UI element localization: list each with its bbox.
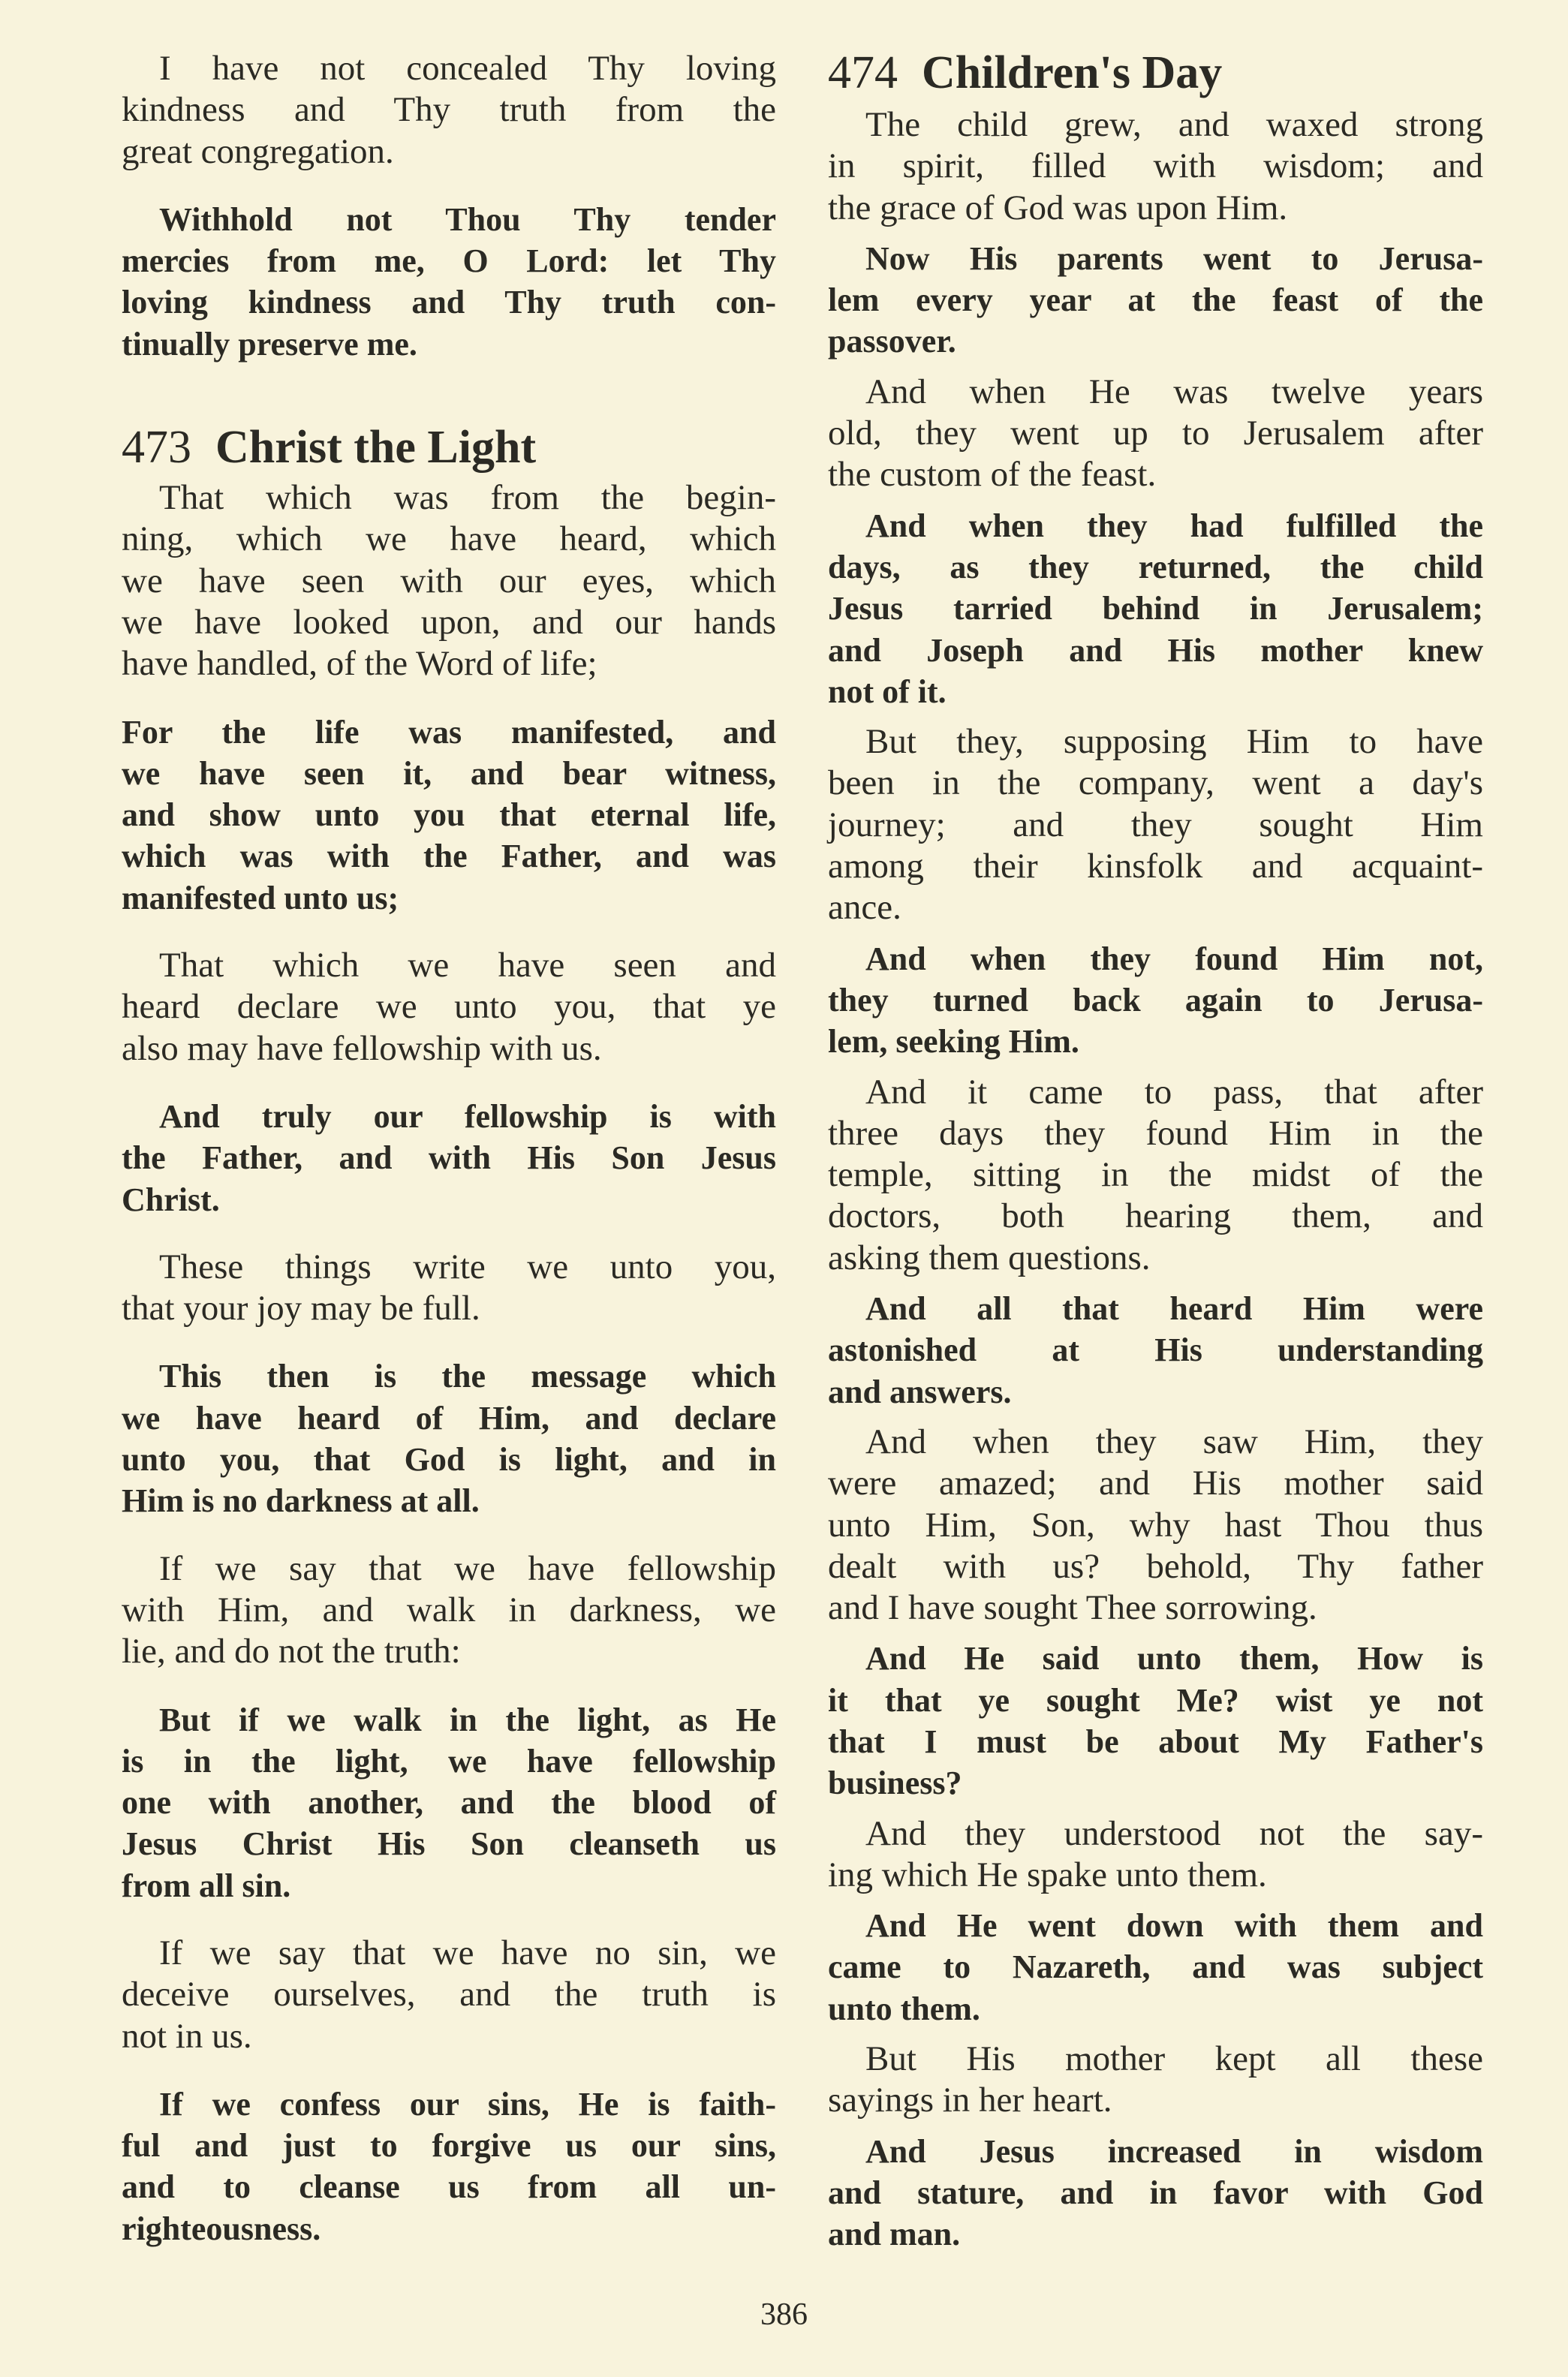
text-line: with Him, and walk in darkness, we: [122, 1590, 776, 1629]
text-line: is in the light, we have fellowship: [122, 1742, 776, 1780]
text-line: that your joy may be full.: [122, 1289, 480, 1328]
text-line: and answers.: [828, 1373, 1012, 1410]
text-line: And it came to pass, that after: [865, 1072, 1483, 1112]
text-line: which was with the Father, and was: [122, 838, 776, 875]
page-number: 386: [760, 2297, 808, 2332]
section-heading: [828, 47, 1483, 99]
reading-paragraph: [122, 945, 776, 1070]
text-line: not of it.: [828, 672, 947, 710]
text-line: ning, which we have heard, which: [122, 519, 776, 559]
text-line: Now His parents went to Jerusa-: [865, 239, 1483, 277]
text-line: And when He was twelve years: [865, 372, 1483, 411]
text-line: the grace of God was upon Him.: [828, 188, 1288, 227]
text-line: the Father, and with His Son Jesus: [122, 1139, 776, 1177]
text-line: unto Him, Son, why hast Thou thus: [828, 1505, 1483, 1545]
text-line: great congregation.: [122, 131, 394, 171]
text-line: they turned back again to Jerusa-: [828, 981, 1483, 1018]
text-line: loving kindness and Thy truth con-: [122, 284, 776, 321]
response-paragraph: [828, 938, 1483, 1063]
text-line: three days they found Him in the: [828, 1113, 1483, 1153]
text-line: that I must be about My Father's: [828, 1723, 1483, 1760]
text-line: And when they had fulfilled the: [865, 507, 1483, 544]
text-line: lem every year at the feast of the: [828, 281, 1483, 319]
reading-paragraph: [828, 1422, 1483, 1629]
text-line: sayings in her heart.: [828, 2081, 1112, 2120]
text-line: Jesus Christ His Son cleanseth us: [122, 1825, 776, 1863]
response-paragraph: [828, 1288, 1483, 1413]
text-line: in spirit, filled with wisdom; and: [828, 146, 1483, 186]
reading-paragraph: [828, 1813, 1483, 1897]
text-line: That which was from the begin-: [159, 478, 776, 518]
text-line: If we say that we have no sin, we: [159, 1933, 776, 1972]
text-line: and I have sought Thee sorrowing.: [828, 1588, 1317, 1628]
text-line: ful and just to forgive us our sins,: [122, 2127, 776, 2165]
text-line: But if we walk in the light, as He: [159, 1701, 776, 1738]
reading-paragraph: [828, 721, 1483, 928]
text-line: came to Nazareth, and was subject: [828, 1948, 1483, 1986]
section-title: Christ the Light: [215, 422, 537, 474]
text-line: and man.: [828, 2216, 961, 2253]
text-line: ing which He spake unto them.: [828, 1855, 1267, 1894]
text-line: For the life was manifested, and: [122, 713, 776, 751]
text-line: Withhold not Thou Thy tender: [159, 200, 776, 238]
text-line: And He went down with them and: [865, 1907, 1483, 1945]
response-paragraph: [122, 1355, 776, 1521]
reading-paragraph: [122, 1933, 776, 2057]
response-paragraph: [828, 505, 1483, 712]
text-line: But His mother kept all these: [865, 2039, 1483, 2079]
text-line: And Jesus increased in wisdom: [865, 2132, 1483, 2170]
reading-paragraph: [122, 1548, 776, 1673]
text-line: and to cleanse us from all un-: [122, 2168, 776, 2206]
text-line: This then is the message which: [159, 1358, 776, 1395]
text-line: and show unto you that eternal life,: [122, 796, 776, 834]
response-paragraph: [122, 2084, 776, 2249]
text-line: If we say that we have fellowship: [159, 1548, 776, 1588]
text-line: And they understood not the say-: [865, 1813, 1483, 1853]
text-line: the custom of the feast.: [828, 455, 1157, 495]
response-paragraph: [122, 1699, 776, 1906]
text-line: astonished at His understanding: [828, 1331, 1483, 1369]
text-line: asking them questions.: [828, 1238, 1151, 1277]
text-line: heard declare we unto you, that ye: [122, 987, 776, 1027]
left-column: [122, 48, 776, 2276]
reading-paragraph: [828, 2039, 1483, 2122]
text-line: righteousness.: [122, 2210, 321, 2247]
text-line: dealt with us? behold, Thy father: [828, 1546, 1483, 1586]
text-line: mercies from me, O Lord: let Thy: [122, 242, 776, 280]
text-line: business?: [828, 1765, 962, 1802]
text-line: And truly our fellowship is with: [159, 1097, 776, 1135]
section-title: Children's Day: [922, 47, 1223, 98]
text-line: temple, sitting in the midst of the: [828, 1155, 1483, 1195]
reading-paragraph: [828, 1072, 1483, 1279]
text-line: These things write we unto you,: [159, 1247, 776, 1286]
text-line: and stature, and in favor with God: [828, 2174, 1483, 2211]
reading-paragraph: [122, 1247, 776, 1330]
text-line: deceive ourselves, and the truth is: [122, 1975, 776, 2014]
reading-paragraph: [122, 48, 776, 173]
text-line: old, they went up to Jerusalem after: [828, 414, 1483, 453]
text-line: unto them.: [828, 1990, 980, 2027]
response-paragraph: [122, 199, 776, 365]
text-line: unto you, that God is light, and in: [122, 1441, 776, 1479]
text-line: That which we have seen and: [159, 946, 776, 985]
text-line: lie, and do not the truth:: [122, 1632, 461, 1671]
text-line: one with another, and the blood of: [122, 1784, 776, 1822]
section-heading: [122, 421, 776, 474]
text-line: I have not concealed Thy loving: [159, 49, 776, 88]
reading-paragraph: [828, 372, 1483, 496]
text-line: The child grew, and waxed strong: [865, 105, 1483, 144]
text-line: And when they saw Him, they: [865, 1422, 1483, 1461]
text-line: we have heard of Him, and declare: [122, 1399, 776, 1437]
text-line: journey; and they sought Him: [828, 805, 1483, 844]
right-column: [828, 47, 1483, 2264]
text-line: days, as they returned, the child: [828, 548, 1483, 585]
text-line: we have seen it, and bear witness,: [122, 754, 776, 792]
section-number: 474: [828, 47, 898, 98]
text-line: Christ.: [122, 1181, 220, 1218]
text-line: it that ye sought Me? wist ye not: [828, 1681, 1483, 1719]
text-line: ance.: [828, 888, 901, 928]
reading-paragraph: [828, 104, 1483, 229]
text-line: we have looked upon, and our hands: [122, 602, 776, 642]
reading-paragraph: [122, 477, 776, 685]
text-line: been in the company, went a day's: [828, 763, 1483, 803]
text-line: kindness and Thy truth from the: [122, 90, 776, 130]
text-line: passover.: [828, 323, 956, 360]
text-line: But they, supposing Him to have: [865, 722, 1483, 762]
response-paragraph: [828, 1905, 1483, 2029]
response-paragraph: [828, 2131, 1483, 2255]
text-line: among their kinsfolk and acquaint-: [828, 847, 1483, 886]
text-line: And when they found Him not,: [865, 940, 1483, 977]
text-line: And all that heard Him were: [865, 1290, 1483, 1328]
text-line: manifested unto us;: [122, 879, 399, 916]
text-line: Jesus tarried behind in Jerusalem;: [828, 590, 1483, 627]
response-paragraph: [122, 1096, 776, 1220]
text-line: have handled, of the Word of life;: [122, 644, 597, 684]
text-line: not in us.: [122, 2016, 252, 2056]
response-paragraph: [828, 238, 1483, 363]
text-line: from all sin.: [122, 1867, 291, 1904]
text-line: doctors, both hearing them, and: [828, 1196, 1483, 1236]
text-line: lem, seeking Him.: [828, 1023, 1079, 1061]
text-line: we have seen with our eyes, which: [122, 561, 776, 600]
text-line: If we confess our sins, He is faith-: [159, 2085, 776, 2123]
section-number: 473: [122, 422, 191, 474]
text-line: And He said unto them, How is: [865, 1640, 1483, 1677]
text-line: Him is no darkness at all.: [122, 1482, 480, 1520]
response-paragraph: [828, 1638, 1483, 1804]
text-line: and Joseph and His mother knew: [828, 631, 1483, 669]
text-line: also may have fellowship with us.: [122, 1028, 602, 1068]
text-line: tinually preserve me.: [122, 325, 417, 363]
response-paragraph: [122, 712, 776, 919]
text-line: were amazed; and His mother said: [828, 1464, 1483, 1503]
